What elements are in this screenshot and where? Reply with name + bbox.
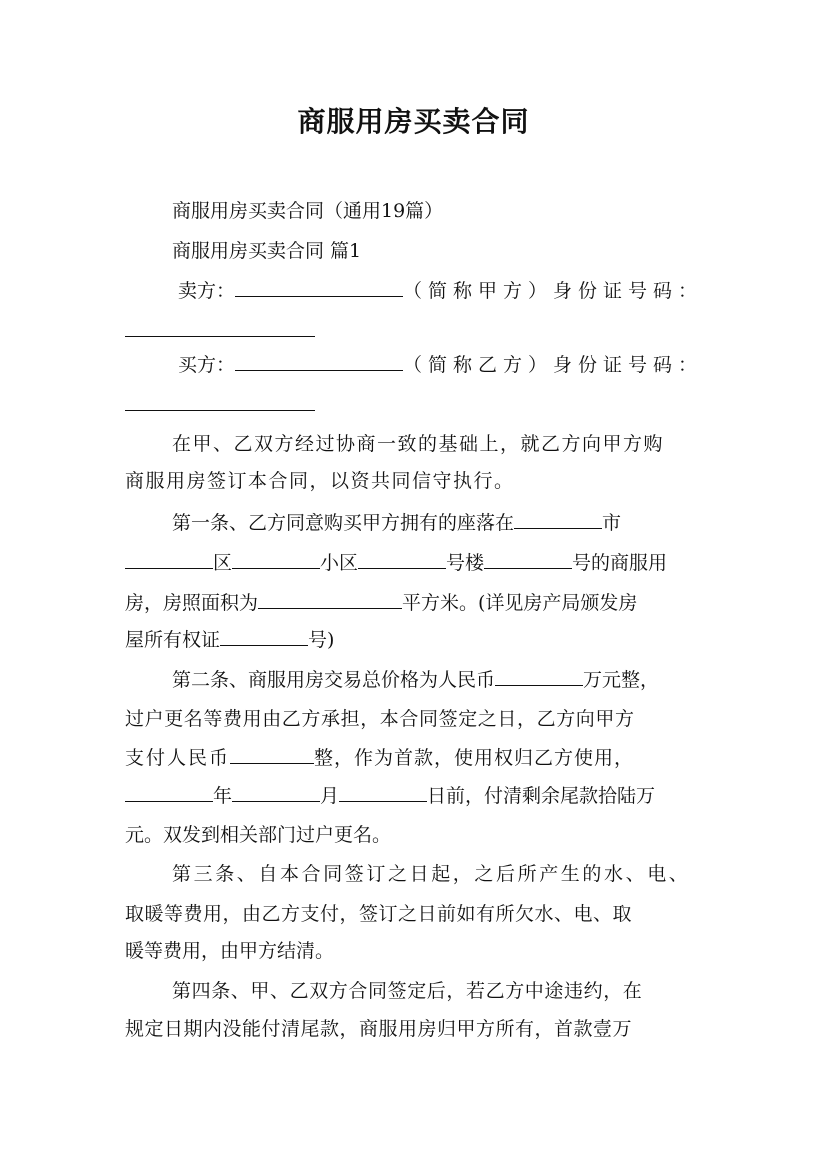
seller-id-blank (125, 318, 315, 337)
month-blank (232, 783, 320, 802)
payment-blank (230, 745, 314, 764)
article-2-line-4 (125, 783, 655, 809)
buyer-id-line (125, 392, 315, 418)
article-1-line-3 (125, 590, 637, 616)
intro-line-2: 商服用房签订本合同，以资共同信守执行。 (125, 470, 515, 492)
buyer-tail: （简称乙方）身份证号码： (403, 354, 704, 376)
article-4-line-1: 第四条、甲、乙双方合同签定后，若乙方中途违约，在 (172, 980, 643, 1002)
area-unit-text: 平方米。(详见房产局颁发房 (402, 592, 638, 614)
buyer-line (178, 352, 704, 378)
city-blank (514, 510, 602, 529)
article-1-line-4 (125, 627, 334, 653)
article-3-line-2: 取暖等费用，由乙方支付，签订之日前如有所欠水、电、取 (125, 903, 633, 925)
certificate-label: 屋所有权证 (125, 629, 221, 651)
payment-label: 支付人民币 (125, 747, 231, 769)
article-2-text: 第二条、商服用房交易总价格为人民币 (172, 669, 496, 691)
buyer-name-blank (235, 352, 403, 371)
article-4-line-2: 规定日期内没能付清尾款，商服用房归甲方所有，首款壹万 (125, 1018, 633, 1040)
article-2-line-3 (125, 745, 634, 771)
article-1-line-2 (125, 550, 667, 576)
document-subtitle: 商服用房买卖合同（通用19篇） (172, 200, 444, 222)
buyer-id-blank (125, 392, 315, 411)
article-1-line-1 (172, 510, 621, 536)
payment-text: 整，作为首款，使用权归乙方使用， (314, 747, 635, 769)
unit-blank (484, 550, 572, 569)
article-2-line-5: 元。双发到相关部门过户更名。 (125, 824, 392, 846)
total-price-blank (495, 667, 583, 686)
intro-line-1: 在甲、乙双方经过协商一致的基础上，就乙方向甲方购 (172, 433, 665, 455)
article-2-line-2: 过户更名等费用由乙方承担，本合同签定之日，乙方向甲方 (125, 708, 635, 730)
buyer-label: 买方： (178, 354, 236, 376)
seller-id-line (125, 318, 315, 344)
certificate-suffix: 号) (308, 629, 335, 651)
month-label: 月 (320, 785, 340, 807)
building-label: 号楼 (446, 552, 485, 574)
district-blank (125, 550, 213, 569)
section-heading: 商服用房买卖合同 篇1 (172, 240, 362, 262)
document-title: 商服用房买卖合同 (297, 105, 530, 138)
seller-line (178, 278, 704, 304)
article-1-city-label: 市 (602, 512, 622, 534)
certificate-blank (220, 627, 308, 646)
seller-tail: （简称甲方）身份证号码： (403, 280, 704, 302)
seller-name-blank (235, 278, 403, 297)
total-price-unit: 万元整， (583, 669, 660, 691)
article-3-line-3: 暖等费用，由甲方结清。 (125, 940, 335, 962)
area-blank (258, 590, 402, 609)
community-label: 小区 (320, 552, 359, 574)
year-blank (125, 783, 213, 802)
day-text: 日前，付清剩余尾款拾陆万 (427, 785, 656, 807)
seller-label: 卖方： (178, 280, 236, 302)
article-3-line-1: 第三条、自本合同签订之日起，之后所产生的水、电、 (172, 863, 691, 885)
article-2-line-1 (172, 667, 659, 693)
area-label: 房，房照面积为 (125, 592, 259, 614)
year-label: 年 (213, 785, 233, 807)
unit-label: 号的商服用 (572, 552, 668, 574)
day-blank (339, 783, 427, 802)
article-1-text: 第一条、乙方同意购买甲方拥有的座落在 (172, 512, 515, 534)
community-blank (232, 550, 320, 569)
building-blank (358, 550, 446, 569)
district-label: 区 (213, 552, 233, 574)
